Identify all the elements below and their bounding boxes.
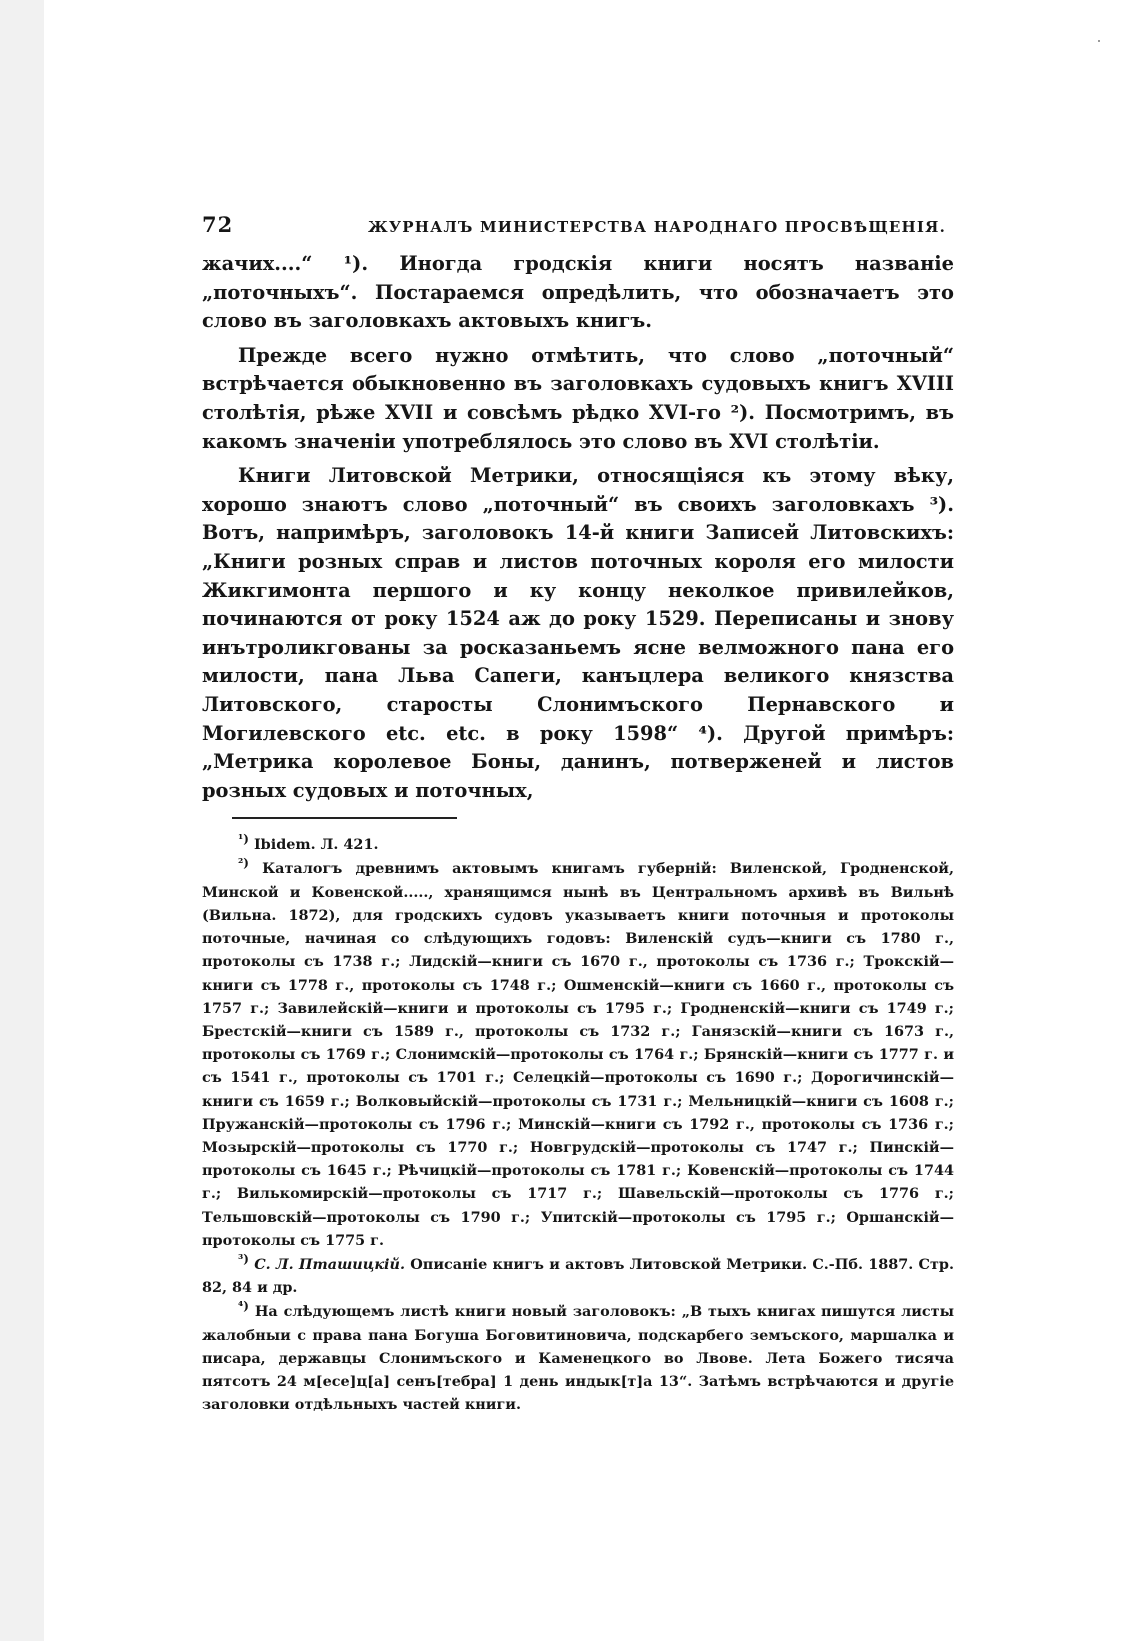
footnote-3 xyxy=(202,1253,954,1299)
body-text xyxy=(202,250,954,805)
footnote-1-text: Ibidem. Л. 421. xyxy=(253,836,379,854)
footnote-3-author: С. Л. Пташицкій. xyxy=(254,1255,405,1273)
scan-margin-shade xyxy=(0,0,44,1641)
footnote-4-text: На слѣдующемъ листѣ книги новый заголовокъ: „В тыхъ книгах пишутся листы жалобныи с права пана Богуша Боговитиновича, подскарбего земъского, маршалка и писара, державцы Слонимъского и Каменецкого во Лвове. Лета Божего тисяча пятсотъ 24 м[есе]ц[а] сенъ[тебра] 1 день индык[т]а 13“. Затѣмъ встрѣчаются и другіе заголовки отдѣльныхъ частей книги. xyxy=(202,1303,955,1414)
footnote-1 xyxy=(202,833,954,856)
footnote-4 xyxy=(202,1300,954,1416)
footnotes xyxy=(202,833,954,1416)
page-header xyxy=(202,212,954,242)
paragraph-1: жачих....“ ¹). Иногда гродскія книги носятъ названіе „поточныхъ“. Постараемся опредѣлить, что обозначаетъ это слово въ заголовкахъ актовыхъ книгъ. xyxy=(202,252,954,333)
paragraph-3: Книги Литовской Метрики, относящіяся къ этому вѣку, хорошо знаютъ слово „поточный“ въ своихъ заголовкахъ ³). Вотъ, напримѣръ, заголовокъ 14-й книги Записей Литовскихъ: „Книги розных справ и листов поточных короля его милости Жикгимонта першого и ку концу неколкое привилейков, починаются от року 1524 аж до року 1529. Переписаны и знову инътроликгованы за росказаньемъ ясне велможного пана его милости, пана Льва Сапеги, канъцлера великого князства Литовского, старосты Слонимъского Пернавского и Могилевского etc. etc. в року 1598“ ⁴). Другой примѣръ: „Метрика королевое Боны, данинъ, потверженей и листов розных судовых и поточных, xyxy=(202,464,954,802)
page-number: 72 xyxy=(202,212,234,237)
footnote-3-text: Описаніе книгъ и актовъ Литовской Метрики. С.-Пб. 1887. Стр. 82, 84 и др. xyxy=(202,1255,955,1297)
running-head: ЖУРНАЛЪ МИНИСТЕРСТВА НАРОДНАГО ПРОСВѢЩЕНІЯ. xyxy=(367,218,946,236)
footnote-1-marker: ¹) xyxy=(238,832,249,847)
scan-speck xyxy=(1098,40,1100,42)
footnote-2 xyxy=(202,857,954,1251)
footnote-4-marker: ⁴) xyxy=(238,1299,249,1314)
footnote-divider xyxy=(232,817,457,819)
paragraph-2: Прежде всего нужно отмѣтить, что слово „поточный“ встрѣчается обыкновенно въ заголовкахъ судовыхъ книгъ XVIII столѣтія, рѣже XVII и совсѣмъ рѣдко XVI-го ²). Посмотримъ, въ какомъ значеніи употреблялось это слово въ XVI столѣтіи. xyxy=(202,343,954,453)
footnote-2-marker: ²) xyxy=(238,856,249,871)
page xyxy=(202,212,954,1417)
footnote-2-text: Каталогъ древнимъ актовымъ книгамъ губерній: Виленской, Гродненской, Минской и Ковенской....., хранящимся нынѣ въ Центральномъ архивѣ въ Вильнѣ (Вильна. 1872), для гродскихъ судовъ указываетъ книги поточныя и протоколы поточные, начиная со слѣдующихъ годовъ: Виленскій судъ—книги съ 1780 г., протоколы съ 1738 г.; Лидскій—книги съ 1670 г., протоколы съ 1736 г.; Трокскій—книги съ 1778 г., протоколы съ 1748 г.; Ошменскій—книги съ 1660 г., протоколы съ 1757 г.; Завилейскій—книги и протоколы съ 1795 г.; Гродненскій—книги съ 1749 г.; Брестскій—книги съ 1589 г., протоколы съ 1732 г.; Ганязскій—книги съ 1673 г., протоколы съ 1769 г.; Слонимскій—протоколы съ 1764 г.; Брянскій—книги съ 1777 г. и съ 1541 г., протоколы съ 1701 г.; Селецкій—протоколы съ 1690 г.; Дорогичинскій—книги съ 1659 г.; Волковыйскій—протоколы съ 1731 г.; Мельницкій—книги съ 1608 г.; Пружанскій—протоколы съ 1796 г.; Минскій—книги съ 1792 г., протоколы съ 1736 г.; Мозырскій—протоколы съ 1770 г.; Новгрудскій—протоколы съ 1747 г.; Пинскій—протоколы съ 1645 г.; Рѣчицкій—протоколы съ 1781 г.; Ковенскій—протоколы съ 1744 г.; Вилькомирскій—протоколы съ 1717 г.; Шавельскій—протоколы съ 1776 г.; Тельшовскій—протоколы съ 1790 г.; Упитскій—протоколы съ 1795 г.; Оршанскій—протоколы съ 1775 г. xyxy=(202,860,954,1249)
footnote-3-marker: ³) xyxy=(238,1252,249,1267)
